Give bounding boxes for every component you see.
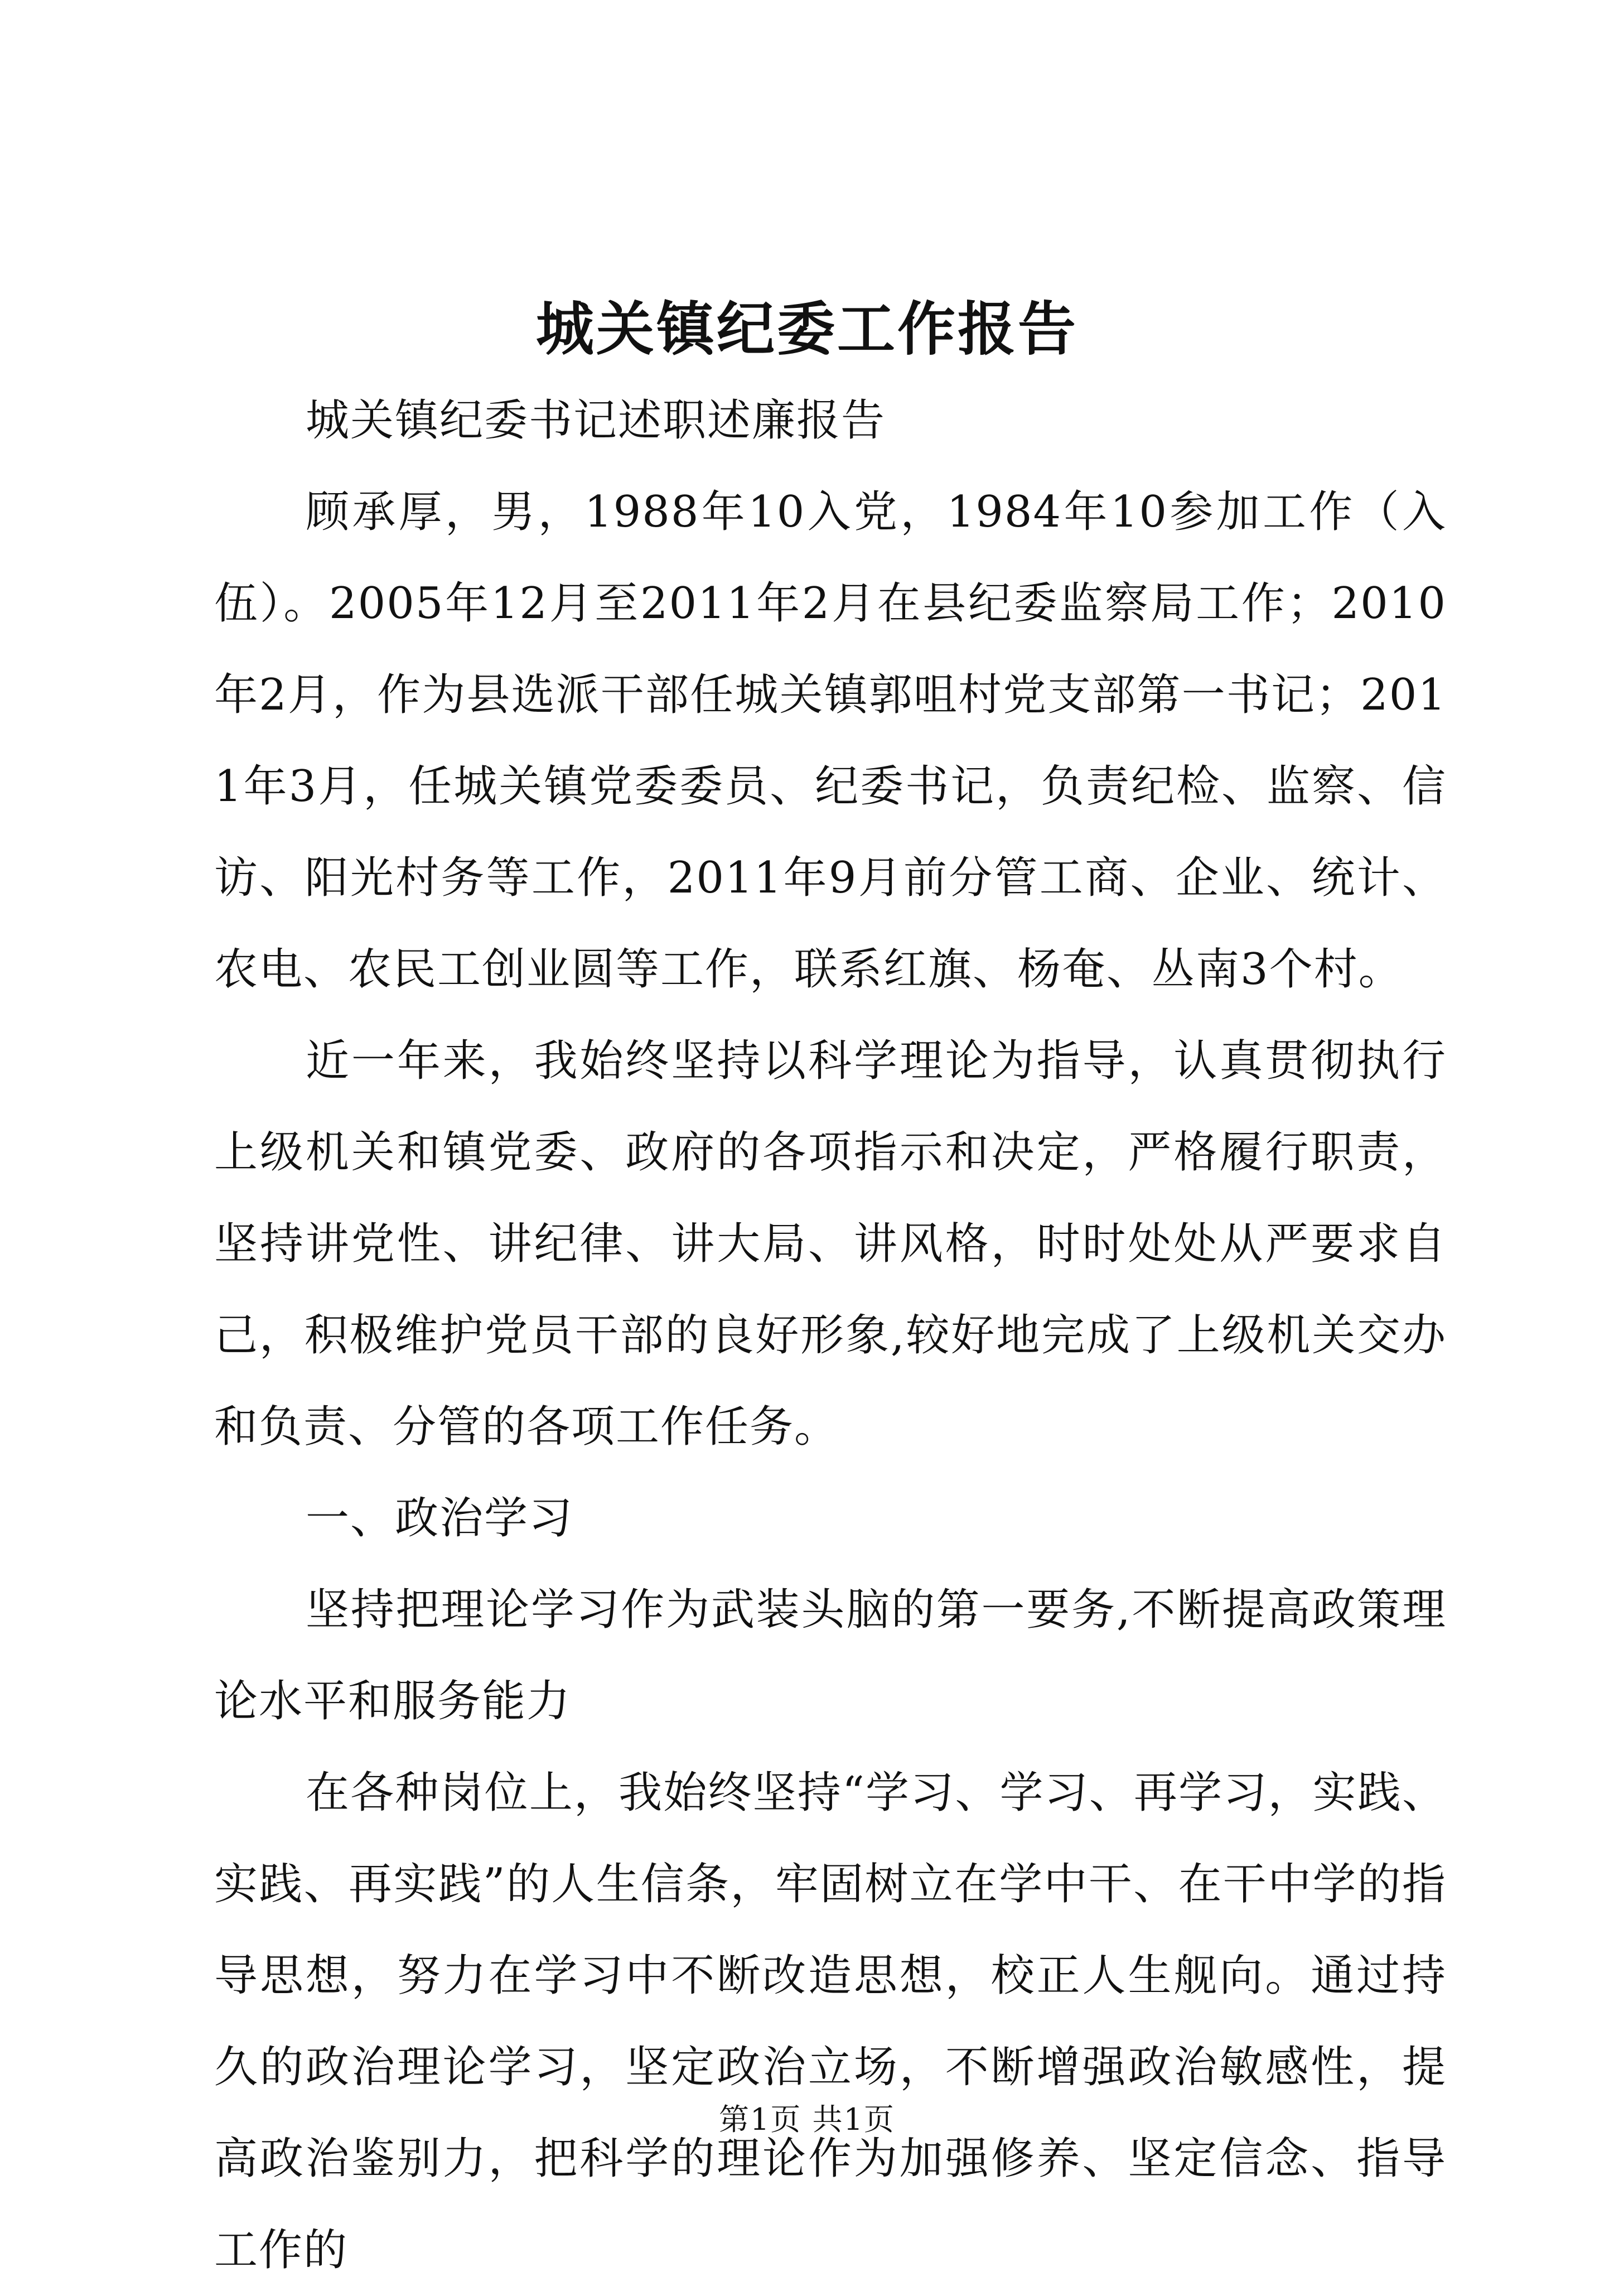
- subtitle-paragraph: 城关镇纪委书记述职述廉报告: [306, 395, 886, 446]
- document-title: 城关镇纪委工作报告: [535, 295, 1078, 363]
- document-body: [214, 375, 1447, 2296]
- study-detail-paragraph: 在各种岗位上，我始终坚持“学习、学习、再学习，实践、实践、再实践”的人生信条，牢固树立在学中干、在干中学的指导思想，努力在学习中不断改造思想，校正人生舰向。通过持久的政治理论学习，坚定政治立场，不断增强政治敏感性，提高政治鉴别力，把科学的理论作为加强修养、坚定信念、指导工作的: [214, 1768, 1447, 2275]
- biography-paragraph: 顾承厚，男，1988年10入党，1984年10参加工作（入伍）。2005年12月至2011年2月在县纪委监察局工作；2010年2月，作为县选派干部任城关镇郭咀村党支部第一书记；2011年3月，任城关镇党委委员、纪委书记，负责纪检、监察、信访、阳光村务等工作，2011年9月前分管工商、企业、统计、农电、农民工创业圆等工作，联系红旗、杨奄、丛南3个村。: [214, 487, 1447, 995]
- summary-paragraph: 近一年来，我始终坚持以科学理论为指导，认真贯彻执行上级机关和镇党委、政府的各项指示和决定，严格履行职责，坚持讲党性、讲纪律、讲大局、讲风格，时时处处从严要求自己，积极维护党员干部的良好形象,较好地完成了上级机关交办和负责、分管的各项工作任务。: [214, 1036, 1447, 1452]
- study-lead-paragraph: 坚持把理论学习作为武装头脑的第一要务,不断提高政策理论水平和服务能力: [214, 1585, 1447, 1726]
- page-footer: 第1页 共1页: [719, 2102, 895, 2137]
- section-heading-political-study: 一、政治学习: [306, 1493, 574, 1543]
